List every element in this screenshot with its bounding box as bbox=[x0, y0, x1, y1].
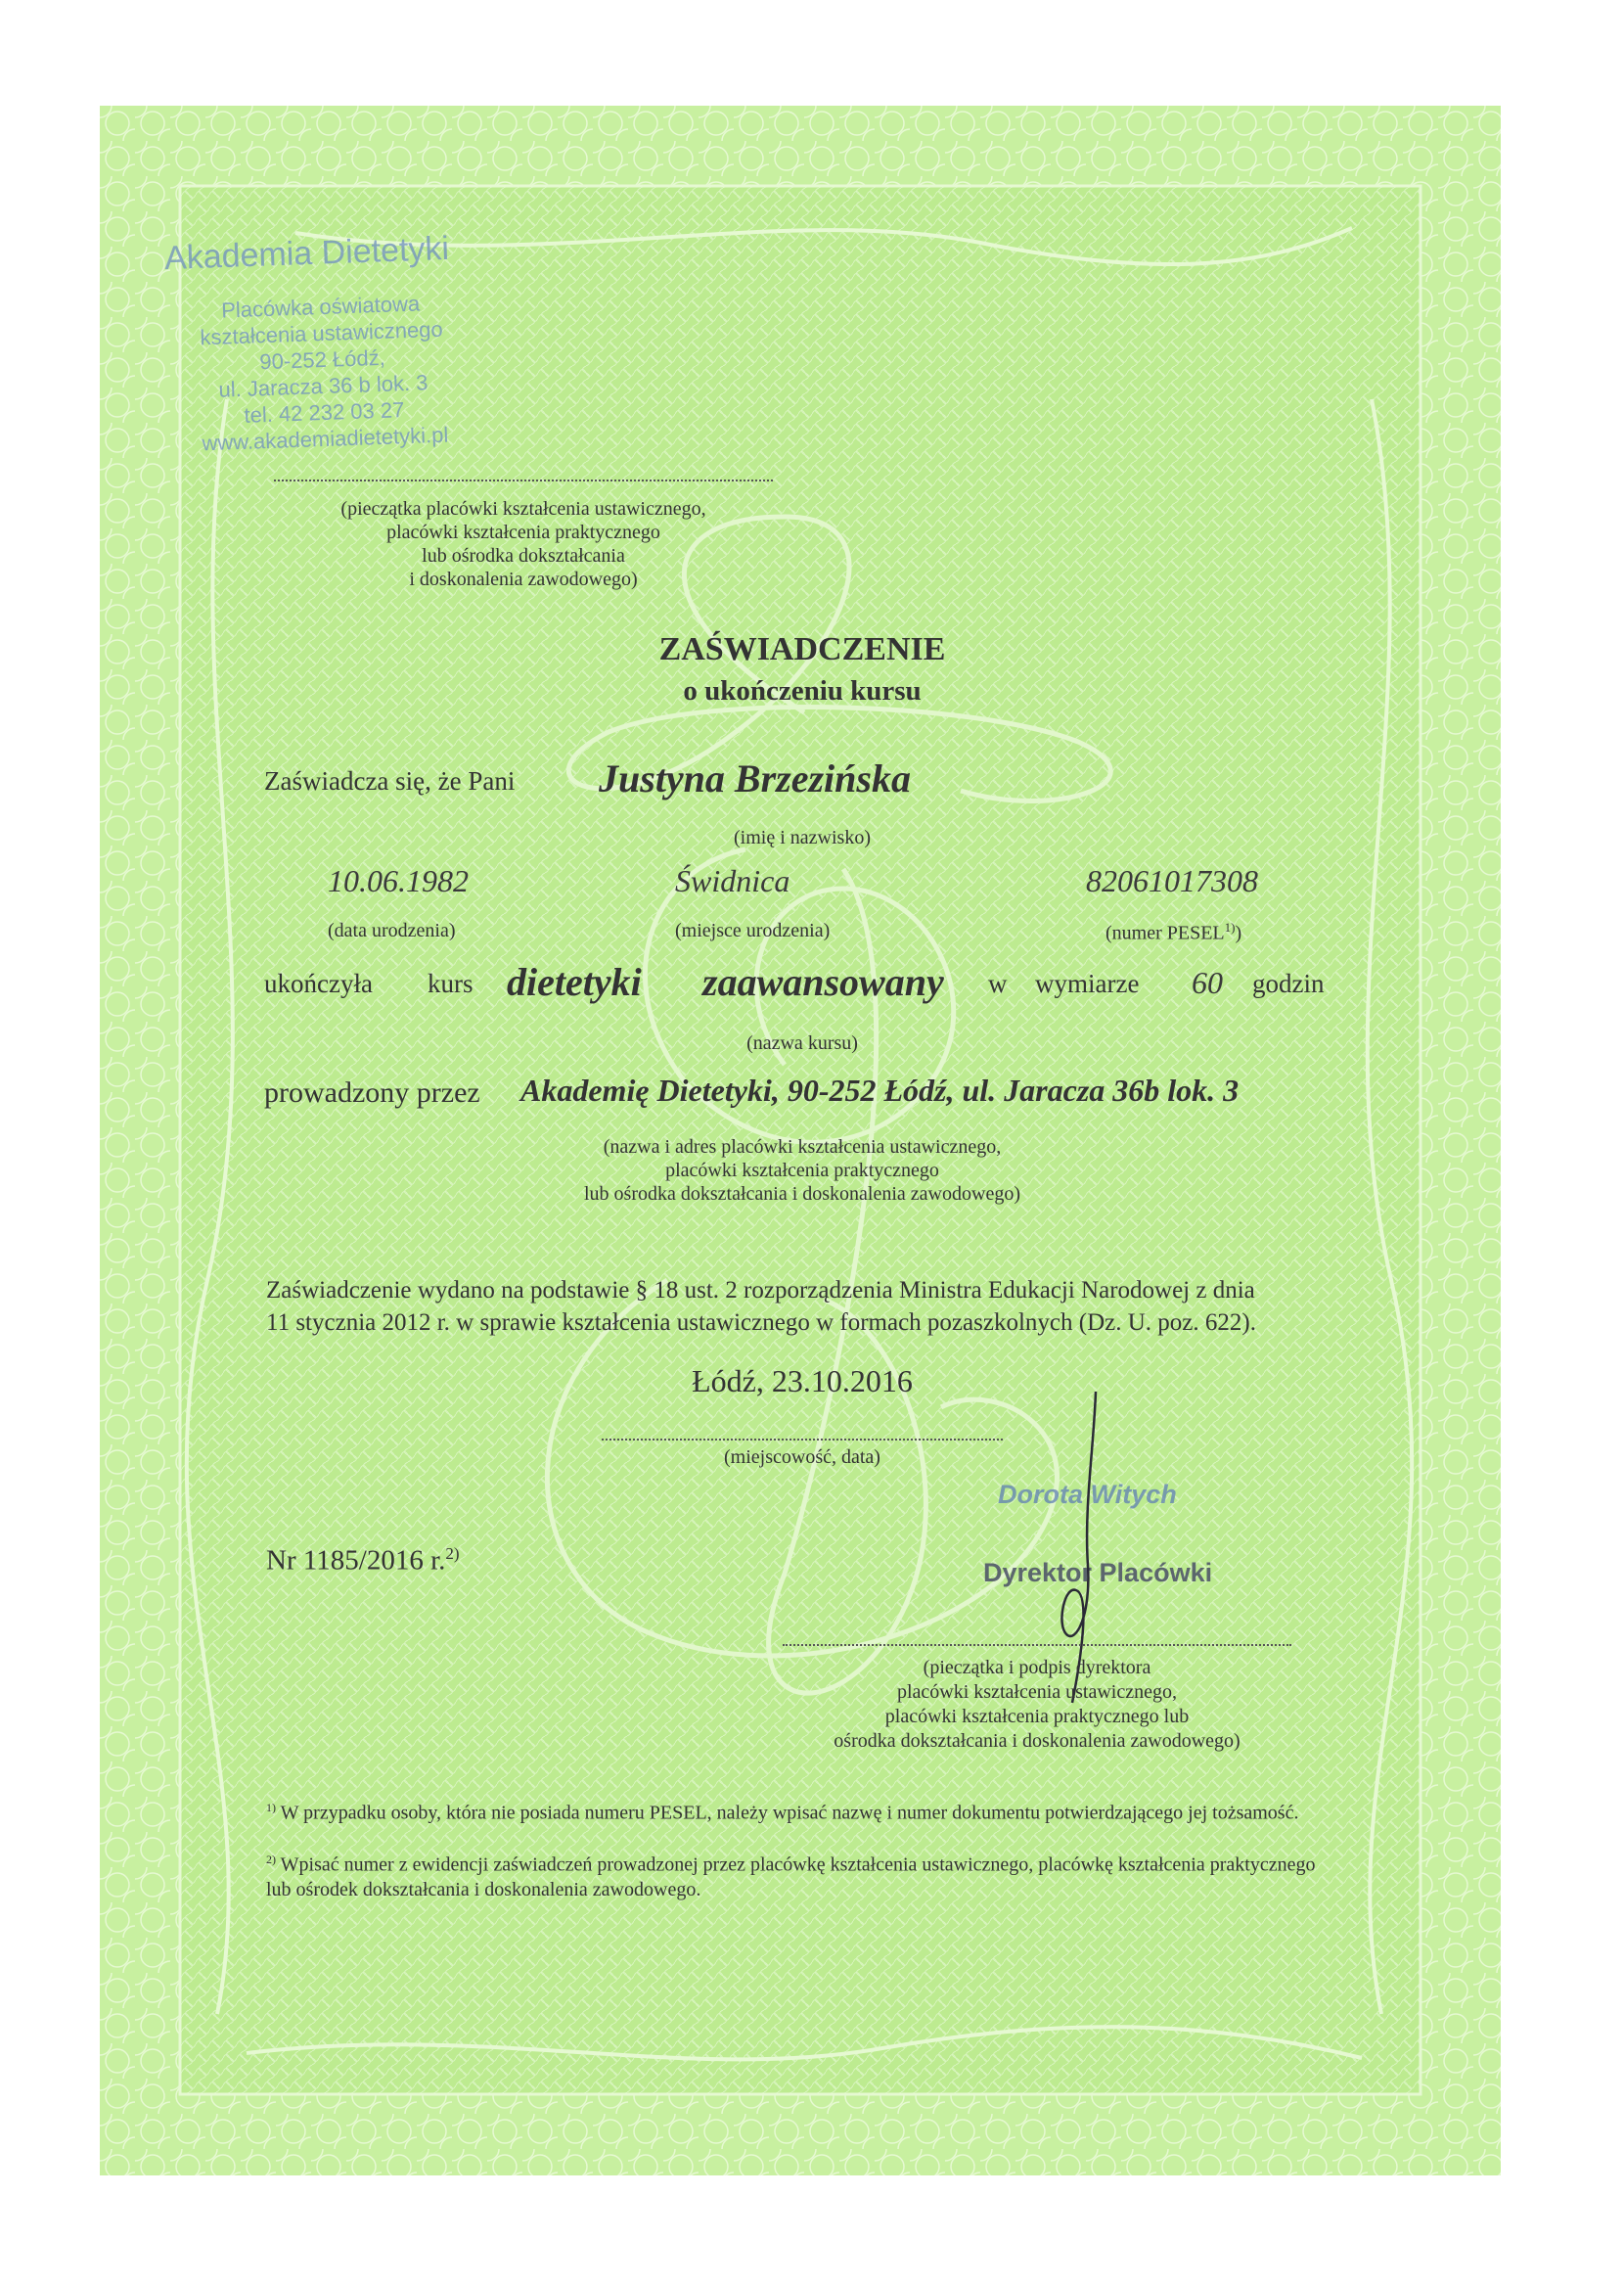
stamp-line: ul. Jaracza 36 b lok. 3 bbox=[218, 370, 429, 402]
footnote-1 bbox=[266, 1796, 1342, 1826]
legal-basis-line1: Zaświadczenie wydano na podstawie § 18 ust. 2 rozporządzenia Ministra Edukacji Narodowej z dnia bbox=[266, 1277, 1255, 1304]
kurs-word: kurs bbox=[428, 969, 474, 998]
pesel-caption-text: (numer PESEL bbox=[1105, 922, 1225, 944]
footnote-1-text: W przypadku osoby, która nie posiada numeru PESEL, należy wpisać nazwę i numer dokumentu potwierdzającego jej tożsamość. bbox=[280, 1802, 1299, 1824]
conducted-by: prowadzony przez bbox=[264, 1076, 480, 1109]
footnote-2-text: Wpisać numer z ewidencji zaświadczeń prowadzonej przez placówkę kształcenia ustawicznego, placówkę kształcenia praktycznego lub ośrodek dokształcania i doskonalenia zawodowego. bbox=[266, 1853, 1316, 1900]
document-title: ZAŚWIADCZENIE bbox=[658, 631, 946, 667]
certificate-number bbox=[266, 1544, 460, 1578]
institution-stamp-line bbox=[274, 480, 773, 481]
place-date: Łódź, 23.10.2016 bbox=[692, 1363, 913, 1398]
pesel-footnote-mark: 1) bbox=[1224, 920, 1236, 935]
stamp-line: tel. 42 232 03 27 bbox=[244, 397, 405, 428]
stamp-line: Placówka oświatowa bbox=[220, 291, 421, 323]
footnote-2-mark: 2) bbox=[266, 1852, 276, 1866]
pesel-caption bbox=[1105, 920, 1241, 945]
director-name-stamp: Dorota Witych bbox=[998, 1480, 1177, 1509]
birth-date-caption: (data urodzenia) bbox=[328, 920, 456, 941]
stamp-brand: Akademia Dietetyki bbox=[163, 229, 450, 278]
pesel-number: 82061017308 bbox=[1086, 863, 1258, 898]
birth-place-caption: (miejsce urodzenia) bbox=[675, 920, 831, 941]
footnote-2 bbox=[266, 1848, 1342, 1902]
caption-line: placówki kształcenia praktycznego lub bbox=[884, 1706, 1190, 1727]
wymiarze-word: wymiarze bbox=[1035, 969, 1140, 998]
footnote-1-mark: 1) bbox=[266, 1801, 276, 1814]
course-hours: 60 bbox=[1192, 965, 1223, 1000]
birth-date: 10.06.1982 bbox=[328, 863, 469, 898]
caption-line: (pieczątka placówki kształcenia ustawicznego, bbox=[340, 498, 706, 520]
stamp-line: 90-252 Łódź, bbox=[258, 344, 386, 375]
stamp-line: kształcenia ustawicznego bbox=[200, 316, 444, 350]
caption-line: lub ośrodka dokształcania i doskonalenia zawodowego) bbox=[584, 1183, 1020, 1205]
provider-caption bbox=[509, 1135, 1096, 1206]
stamp-address bbox=[163, 288, 481, 457]
caption-line: (nazwa i adres placówki kształcenia ustawicznego, bbox=[603, 1136, 1002, 1158]
godzin-word: godzin bbox=[1252, 969, 1325, 998]
caption-line: lub ośrodka dokształcania bbox=[422, 545, 625, 567]
provider-name: Akademię Dietetyki, 90-252 Łódź, ul. Jaracza 36b lok. 3 bbox=[520, 1073, 1240, 1108]
course-name-part2: zaawansowany bbox=[702, 960, 944, 1004]
caption-line: placówki kształcenia praktycznego bbox=[386, 522, 660, 543]
caption-line: i doskonalenia zawodowego) bbox=[409, 569, 638, 590]
director-title-stamp: Dyrektor Placówki bbox=[983, 1558, 1213, 1587]
legal-basis-line2: 11 stycznia 2012 r. w sprawie kształcenia ustawicznego w formach pozaszkolnych (Dz. U. poz. 622). bbox=[266, 1309, 1256, 1336]
document-subtitle: o ukończeniu kursu bbox=[683, 675, 922, 707]
course-caption: (nazwa kursu) bbox=[746, 1032, 858, 1054]
certify-prefix: Zaświadcza się, że Pani bbox=[264, 766, 516, 796]
caption-line: placówki kształcenia praktycznego bbox=[665, 1160, 939, 1181]
completed-word: ukończyła bbox=[264, 969, 373, 998]
stamp-line: www.akademiadietetyki.pl bbox=[202, 422, 449, 456]
place-date-line bbox=[602, 1439, 1003, 1441]
director-caption bbox=[783, 1656, 1291, 1754]
pesel-caption-close: ) bbox=[1235, 922, 1242, 944]
number-footnote-mark: 2) bbox=[445, 1544, 460, 1563]
caption-line: placówki kształcenia ustawicznego, bbox=[897, 1681, 1177, 1703]
caption-line: (pieczątka i podpis dyrektora bbox=[923, 1657, 1151, 1678]
w-word: w bbox=[988, 969, 1008, 998]
director-signature-line bbox=[783, 1644, 1291, 1646]
institution-caption bbox=[274, 497, 773, 591]
recipient-name: Justyna Brzezińska bbox=[599, 756, 911, 800]
course-name-part1: dietetyki bbox=[507, 960, 642, 1004]
certificate-number-text: Nr 1185/2016 r. bbox=[266, 1544, 446, 1577]
name-caption: (imię i nazwisko) bbox=[734, 827, 871, 848]
place-date-caption: (miejscowość, data) bbox=[724, 1446, 880, 1468]
caption-line: ośrodka dokształcania i doskonalenia zawodowego) bbox=[834, 1730, 1241, 1752]
birth-place: Świdnica bbox=[675, 863, 790, 898]
